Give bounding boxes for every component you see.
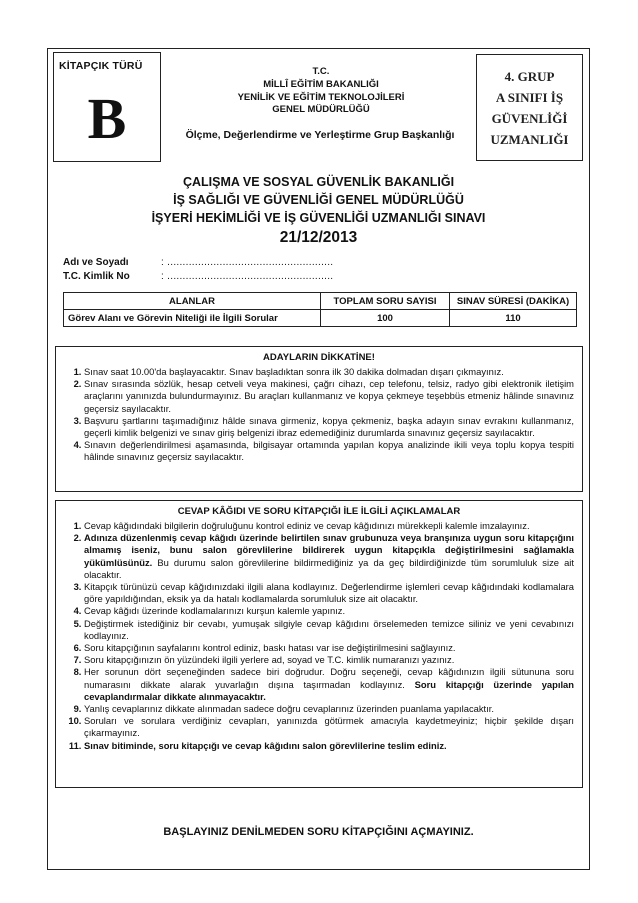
group-line-4: UZMANLIĞI <box>490 131 569 147</box>
areas-cell-duration: 110 <box>450 310 577 327</box>
exam-group-box <box>476 54 583 161</box>
candidate-name-row <box>63 257 333 268</box>
list-item <box>84 532 574 581</box>
list-item: 7. Soru kitapçığınızın ön yüzündeki ilgili yerlere ad, soyad ve T.C. kimlik numaranızı yazınız. <box>84 654 574 666</box>
group-line-2: A SINIFI İŞ <box>495 89 564 105</box>
list-item: 11. Sınav bitiminde, soru kitapçığı ve cevap kâğıdını salon görevlilerine teslim ediniz. <box>84 740 574 752</box>
instruction-2-bold: Adınıza düzenlenmiş cevap kâğıdı üzerinde belirtilen sınav grubunuza veya branşınıza uygun soru kitapçığını almamış iseniz, bunu salon görevlilerine bildirerek uygun kitapçıkla değiştirilmesini sağlamakla yükümlüsünüz. <box>84 532 574 568</box>
instruction-2-rest: Bu durumu salon görevlilerine bildirmediğiniz ya da geç bildirdiğinizde tüm sorumluluk size ait olacaktır. <box>84 556 574 580</box>
list-item: 5. Değiştirmek istediğiniz bir cevabı, yumuşak silgiyle cevap kâğıdını örselemeden temizce siliniz ve yeni cevabınızı kodlayınız. <box>84 618 574 642</box>
group-line-1: 4. GRUP <box>504 68 555 84</box>
list-item: 4. Sınavın değerlendirilmesi aşamasında, bilgisayar ortamında yapılan kopya analizinde ikili veya toplu kopya tespiti hâlinde sınavınız geçersiz sayılacaktır. <box>84 439 574 463</box>
org-line-directorate-1: YENİLİK VE EĞİTİM TEKNOLOJİLERİ <box>237 92 405 103</box>
candidate-id-blank: : ...................................................... <box>161 271 334 282</box>
list-item: 3. Kitapçık türünüzü cevap kâğıdınızdaki ilgili alana kodlayınız. Değerlendirme işlemleri cevap kâğıdındaki kodlamalara göre yapıldığından, eksik ya da hatalı kodlamalarda sorumluluk size ait olacaktır. <box>84 581 574 605</box>
candidate-id-row <box>63 271 333 282</box>
instruction-8-bold: Soru kitapçığı üzerinde yapılan cevaplandırmalar dikkate alınmayacaktır. <box>84 678 574 702</box>
list-item: 3. Başvuru şartlarını taşımadığınız hâlde sınava girmeniz, kopya çekmeniz, başka adayın sınav evrakını kullanmanız, geçerli kimlik belgenizi ve sınav giriş belgenizi ibraz edemediğiniz durumlarda sınavınız geçersiz sayılacaktır. <box>84 415 574 439</box>
org-line-tc: T.C. <box>312 66 330 77</box>
candidate-id-label: T.C. Kimlik No <box>63 271 130 282</box>
group-line-3: GÜVENLİĞİ <box>491 110 568 126</box>
booklet-type-box <box>53 52 161 162</box>
attention-title: ADAYLARIN DİKKATİNE! <box>263 352 375 363</box>
org-line-directorate-2: GENEL MÜDÜRLÜĞÜ <box>272 104 370 115</box>
exam-title-line-3: İŞYERİ HEKİMLİĞİ VE İŞ GÜVENLİĞİ UZMANLIĞI SINAVI <box>151 211 486 225</box>
footer-warning: BAŞLAYINIZ DENİLMEDEN SORU KİTAPÇIĞINI AÇMAYINIZ. <box>163 826 474 838</box>
candidate-name-blank: : ...................................................... <box>161 257 334 268</box>
list-item: 2. Sınav sırasında sözlük, hesap cetveli veya makinesi, çağrı cihazı, cep telefonu, telsiz, radyo gibi elektronik iletişim araçlarını yanınızda bulundurmayınız. Bu araçları kullanmanız ve kopya çekmeye teşebbüs etmeniz hâlinde sınavınız geçersiz sayılacaktır. <box>84 378 574 415</box>
instruction-8-text: Her sorunun dört seçeneğinden sadece biri doğrudur. Doğru seçeneği, cevap kâğıdınızın ilgili sütununa soru numarasını dikkate alarak yuvarlağın dışına taşırmadan kodlayınız. <box>84 666 574 690</box>
instructions-box <box>55 500 583 788</box>
areas-header-duration: SINAV SÜRESİ (DAKİKA) <box>450 293 577 310</box>
booklet-type-letter: B <box>87 86 127 151</box>
candidate-name-label: Adı ve Soyadı <box>63 257 129 268</box>
instructions-title: CEVAP KÂĞIDI VE SORU KİTAPÇIĞI İLE İLGİLİ AÇIKLAMALAR <box>177 506 461 517</box>
exam-date: 21/12/2013 <box>279 229 358 246</box>
areas-cell-field: Görev Alanı ve Görevin Niteliği ile İlgili Sorular <box>64 310 321 327</box>
list-item: 1. Sınav saat 10.00'da başlayacaktır. Sınav başladıktan sonra ilk 30 dakika dolmadan dışarı çıkmayınız. <box>84 366 574 378</box>
list-item: 9. Yanlış cevaplarınız dikkate alınmadan sadece doğru cevaplarınız üzerinden puanlama yapılacaktır. <box>84 703 574 715</box>
list-item: 1. Cevap kâğıdındaki bilgilerin doğruluğunu kontrol ediniz ve cevap kâğıdınızı mürekkepli kalemle imzalayınız. <box>84 520 574 532</box>
attention-list <box>56 366 582 464</box>
booklet-type-label: KİTAPÇIK TÜRÜ <box>59 60 143 72</box>
exam-title-line-2: İŞ SAĞLIĞI VE GÜVENLİĞİ GENEL MÜDÜRLÜĞÜ <box>173 193 464 207</box>
areas-header-question-count: TOPLAM SORU SAYISI <box>321 293 450 310</box>
exam-title-line-1: ÇALIŞMA VE SOSYAL GÜVENLİK BAKANLIĞI <box>182 175 455 189</box>
org-line-ministry: MİLLÎ EĞİTİM BAKANLIĞI <box>263 79 379 90</box>
areas-table <box>63 292 577 327</box>
list-item: 10. Soruları ve sorulara verdiğiniz cevapları, yanınızda götürmek amacıyla kaydetmeyiniz; hiçbir şekilde dışarı çıkarmayınız. <box>84 715 574 739</box>
list-item: 4. Cevap kâğıdı üzerinde kodlamalarınızı kurşun kalemle yapınız. <box>84 605 574 617</box>
areas-header-row <box>64 293 577 310</box>
areas-header-fields: ALANLAR <box>64 293 321 310</box>
areas-cell-count: 100 <box>321 310 450 327</box>
list-item: 6. Soru kitapçığının sayfalarını kontrol ediniz, baskı hatası var ise değiştirilmesini sağlayınız. <box>84 642 574 654</box>
list-item <box>84 666 574 703</box>
org-department: Ölçme, Değerlendirme ve Yerleştirme Grup Başkanlığı <box>185 129 455 141</box>
table-row <box>64 310 577 327</box>
instructions-list <box>56 520 582 752</box>
attention-box <box>55 346 583 492</box>
